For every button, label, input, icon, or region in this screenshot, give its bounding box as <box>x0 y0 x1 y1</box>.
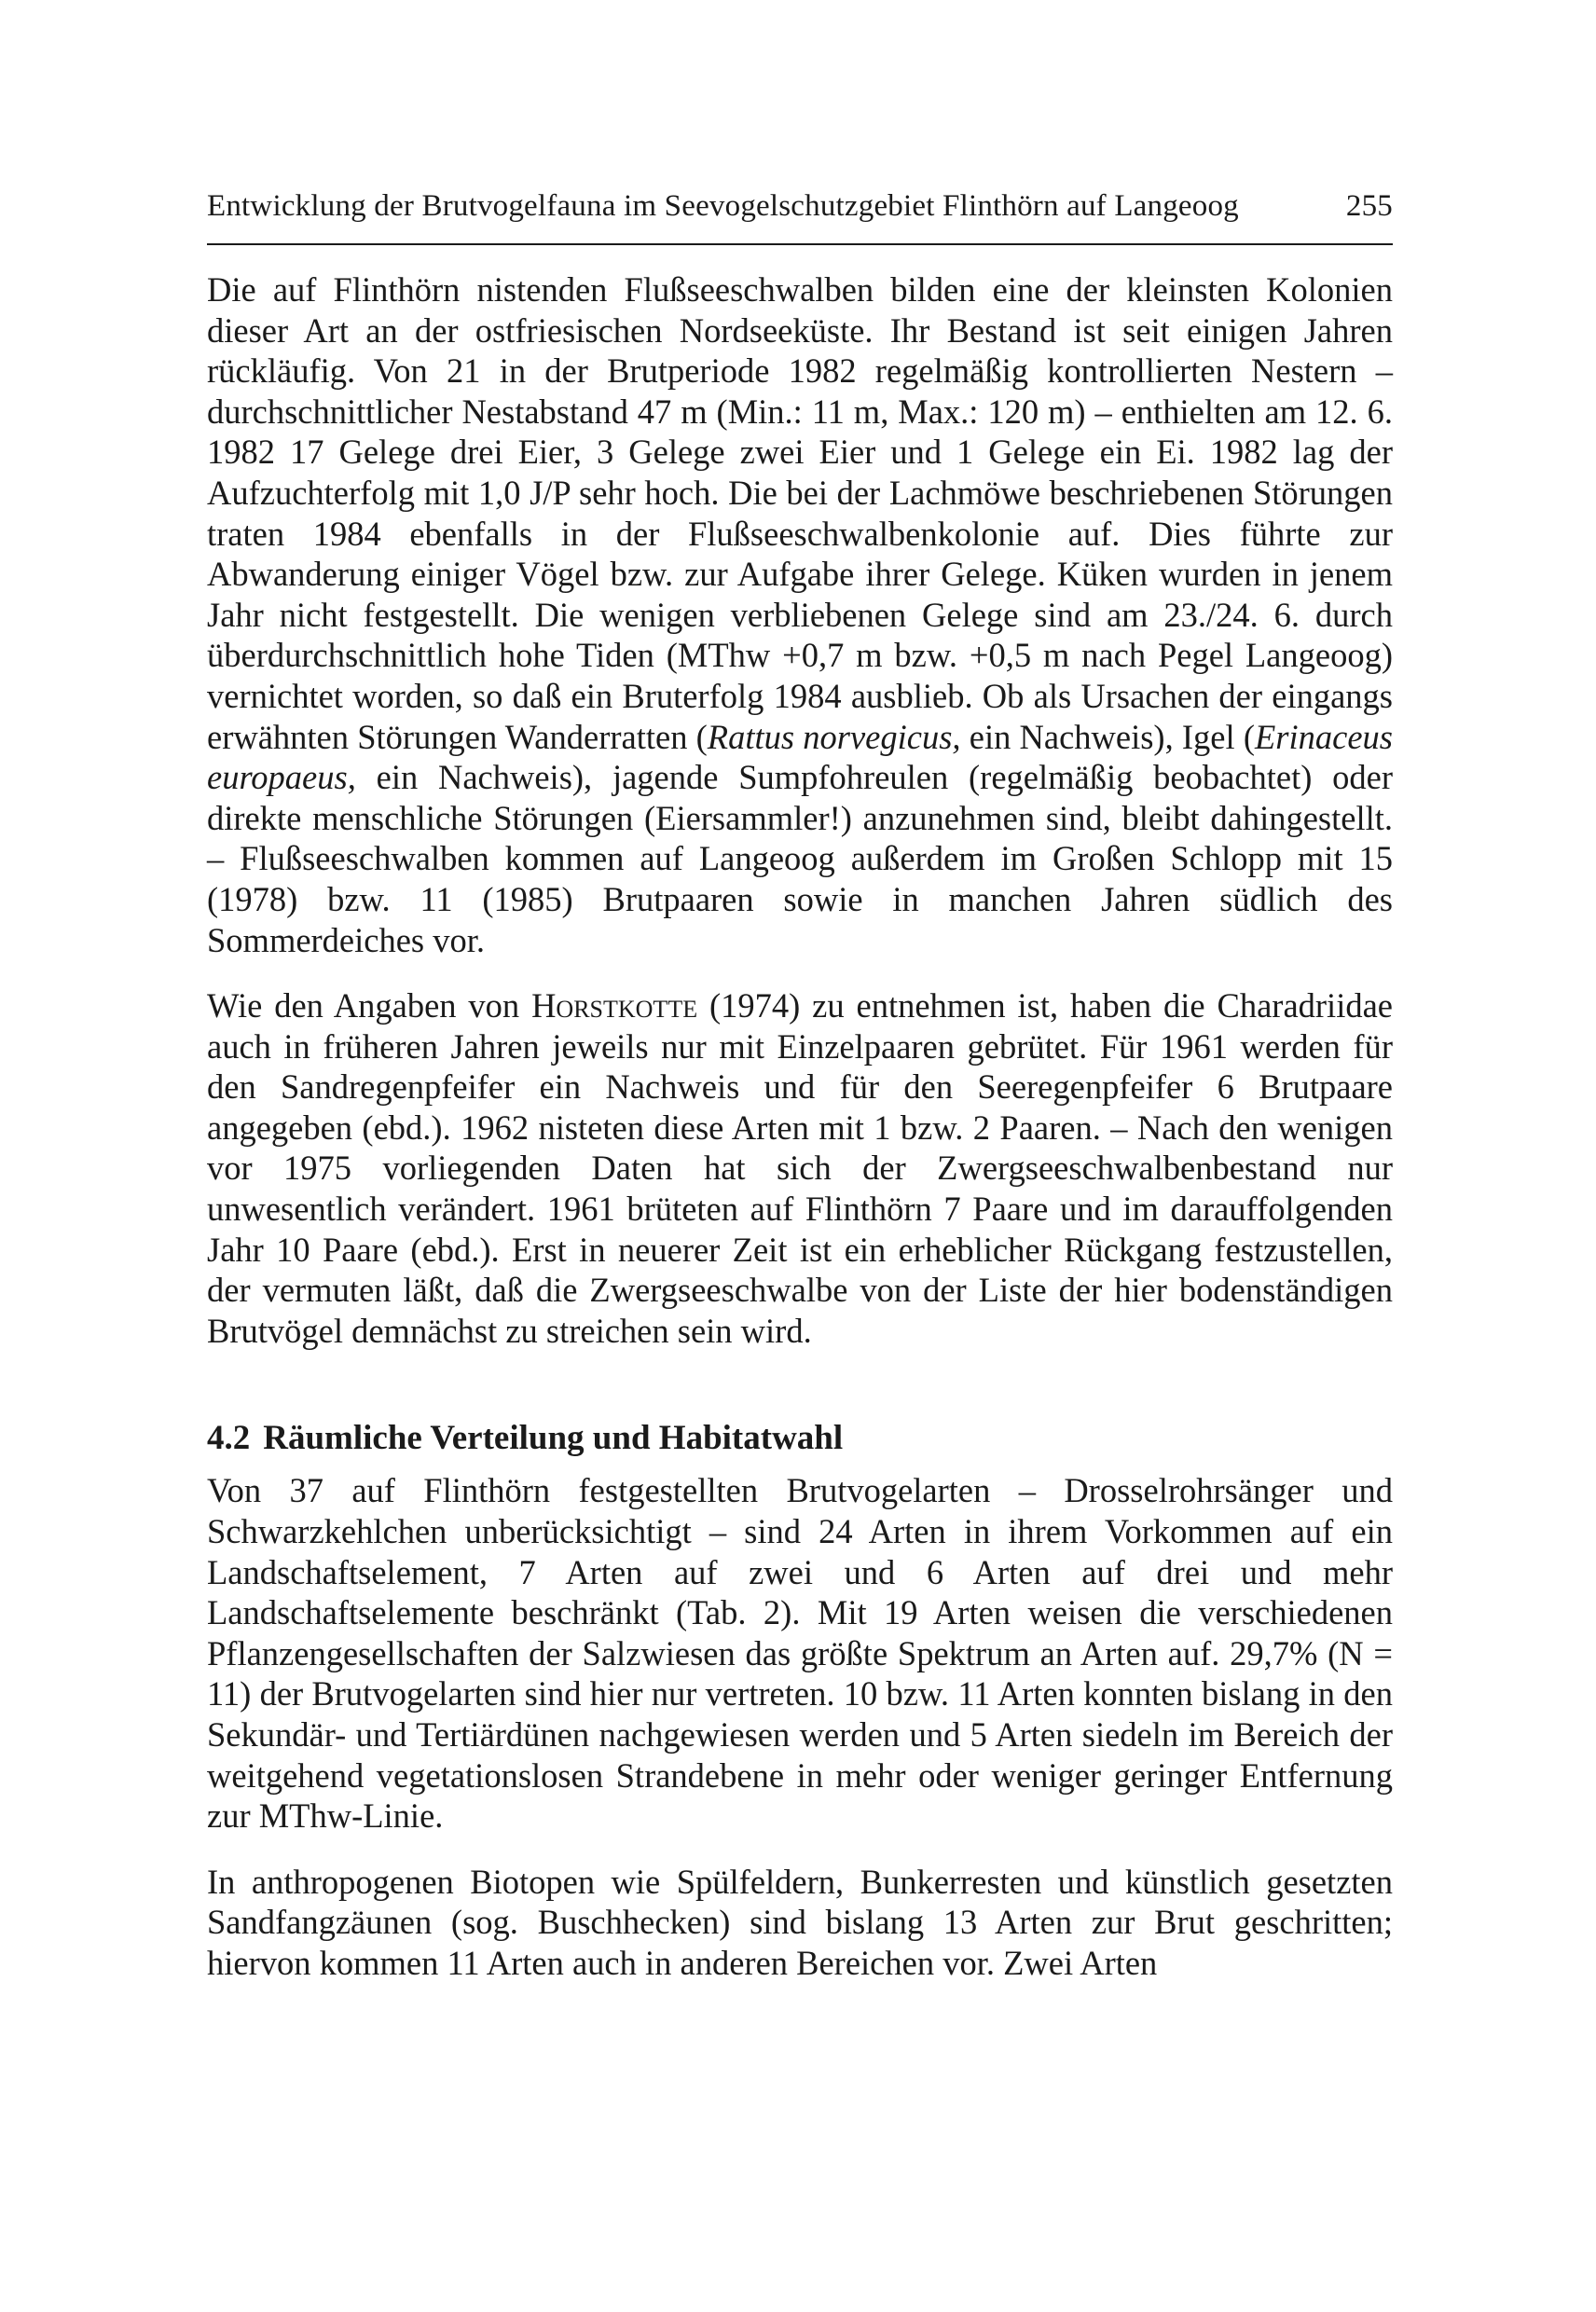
paragraph-charadriidae <box>207 985 1393 1351</box>
author-citation: Horstkotte <box>531 986 698 1025</box>
running-title: Entwicklung der Brutvogelfauna im Seevogelschutzgebiet Flinthörn auf Langeoog <box>207 189 1239 223</box>
paragraph-text: ein Nachweis), Igel ( <box>960 717 1255 756</box>
paragraph-text: (1974) zu entnehmen ist, haben die Charadriidae auch in früheren Jahren jeweils nur mit Einzelpaaren gebrütet. Für 1961 werden für den Sandregenpfeifer ein Nachweis und für den Seeregenpfeifer 6 Brutpaare angegeben (ebd.). 1962 nisteten diese Arten mit 1 bzw. 2 Paaren. – Nach den wenigen vor 1975 vorliegenden Daten hat sich der Zwergseeschwalbenbestand nur unwesentlich verändert. 1961 brüteten auf Flinthörn 7 Paare und im darauffolgenden Jahr 10 Paare (ebd.). Erst in neuerer Zeit ist ein erheblicher Rückgang festzustellen, der vermuten läßt, daß die Zwergseeschwalbe von der Liste der hier bodenständigen Brutvögel demnächst zu streichen sein wird. <box>207 986 1393 1350</box>
page-number: 255 <box>1345 189 1393 223</box>
paragraph-text: Von 37 auf Flinthörn festgestellten Brutvogelarten – Drosselrohrsänger und Schwarzkehlchen unberücksichtigt – sind 24 Arten in ihrem Vorkommen auf ein Landschaftselement, 7 Arten auf zwei und 6 Arten auf drei und mehr Landschaftselemente beschränkt (Tab. 2). Mit 19 Arten weisen die verschiedenen Pflanzengesellschaften der Salzwiesen das größte Spektrum an Arten auf. 29,7% (N = 11) der Brutvogelarten sind hier nur vertreten. 10 bzw. 11 Arten konnten bislang in den Sekundär- und Tertiärdünen nachgewiesen werden und 5 Arten siedeln im Bereich der weitgehend vegetationslosen Strandebene in mehr oder weniger geringer Entfernung zur MThw-Linie. <box>207 1471 1393 1836</box>
species-name-rattus: Rattus norvegicus, <box>707 717 961 756</box>
section-title: Räumliche Verteilung und Habitatwahl <box>263 1419 844 1458</box>
running-header <box>207 189 1393 224</box>
body-text <box>207 269 1393 1984</box>
section-heading <box>207 1418 1393 1459</box>
paragraph-text: ein Nachweis), jagende Sumpfohreulen (regelmäßig beobachtet) oder direkte menschliche Störungen (Eiersammler!) anzunehmen sind, bleibt dahingestellt. – Flußseeschwalben kommen auf Langeoog außerdem im Großen Schlopp mit 15 (1978) bzw. 11 (1985) Brutpaaren sowie in manchen Jahren südlich des Sommerdeiches vor. <box>207 758 1393 959</box>
paragraph-brutvogelarten <box>207 1470 1393 1836</box>
paragraph-anthropogene-biotope <box>207 1862 1393 1984</box>
species-name-erinaceus: Erinaceus europaeus, <box>207 717 1393 797</box>
paragraph-flussseeschwalben <box>207 269 1393 960</box>
section-number: 4.2 <box>207 1419 251 1458</box>
header-rule <box>207 243 1393 245</box>
paragraph-text: Die auf Flinthörn nistenden Flußseeschwalben bilden eine der kleinsten Kolonien dieser Art an der ostfriesischen Nordseeküste. Ihr Bestand ist seit einigen Jahren rückläufig. Von 21 in der Brutperiode 1982 regelmäßig kontrollierten Nestern – durchschnittlicher Nestabstand 47 m (Min.: 11 m, Max.: 120 m) – enthielten am 12. 6. 1982 17 Gelege drei Eier, 3 Gelege zwei Eier und 1 Gelege ein Ei. 1982 lag der Aufzuchterfolg mit 1,0 J/P sehr hoch. Die bei der Lachmöwe beschriebenen Störungen traten 1984 ebenfalls in der Flußseeschwalbenkolonie auf. Dies führte zur Abwanderung einiger Vögel bzw. zur Aufgabe ihrer Gelege. Küken wurden in jenem Jahr nicht festgestellt. Die wenigen verbliebenen Gelege sind am 23./24. 6. durch überdurchschnittlich hohe Tiden (MThw +0,7 m bzw. +0,5 m nach Pegel Langeoog) vernichtet worden, so daß ein Bruterfolg 1984 ausblieb. Ob als Ursachen der eingangs erwähnten Störungen Wanderratten ( <box>207 270 1393 756</box>
paragraph-text: Wie den Angaben von <box>207 986 532 1025</box>
paragraph-text: In anthropogenen Biotopen wie Spülfeldern, Bunkerresten und künstlich gesetzten Sandfangzäunen (sog. Buschhecken) sind bislang 13 Arten zur Brut geschritten; hiervon kommen 11 Arten auch in anderen Bereichen vor. Zwei Arten <box>207 1862 1393 1982</box>
